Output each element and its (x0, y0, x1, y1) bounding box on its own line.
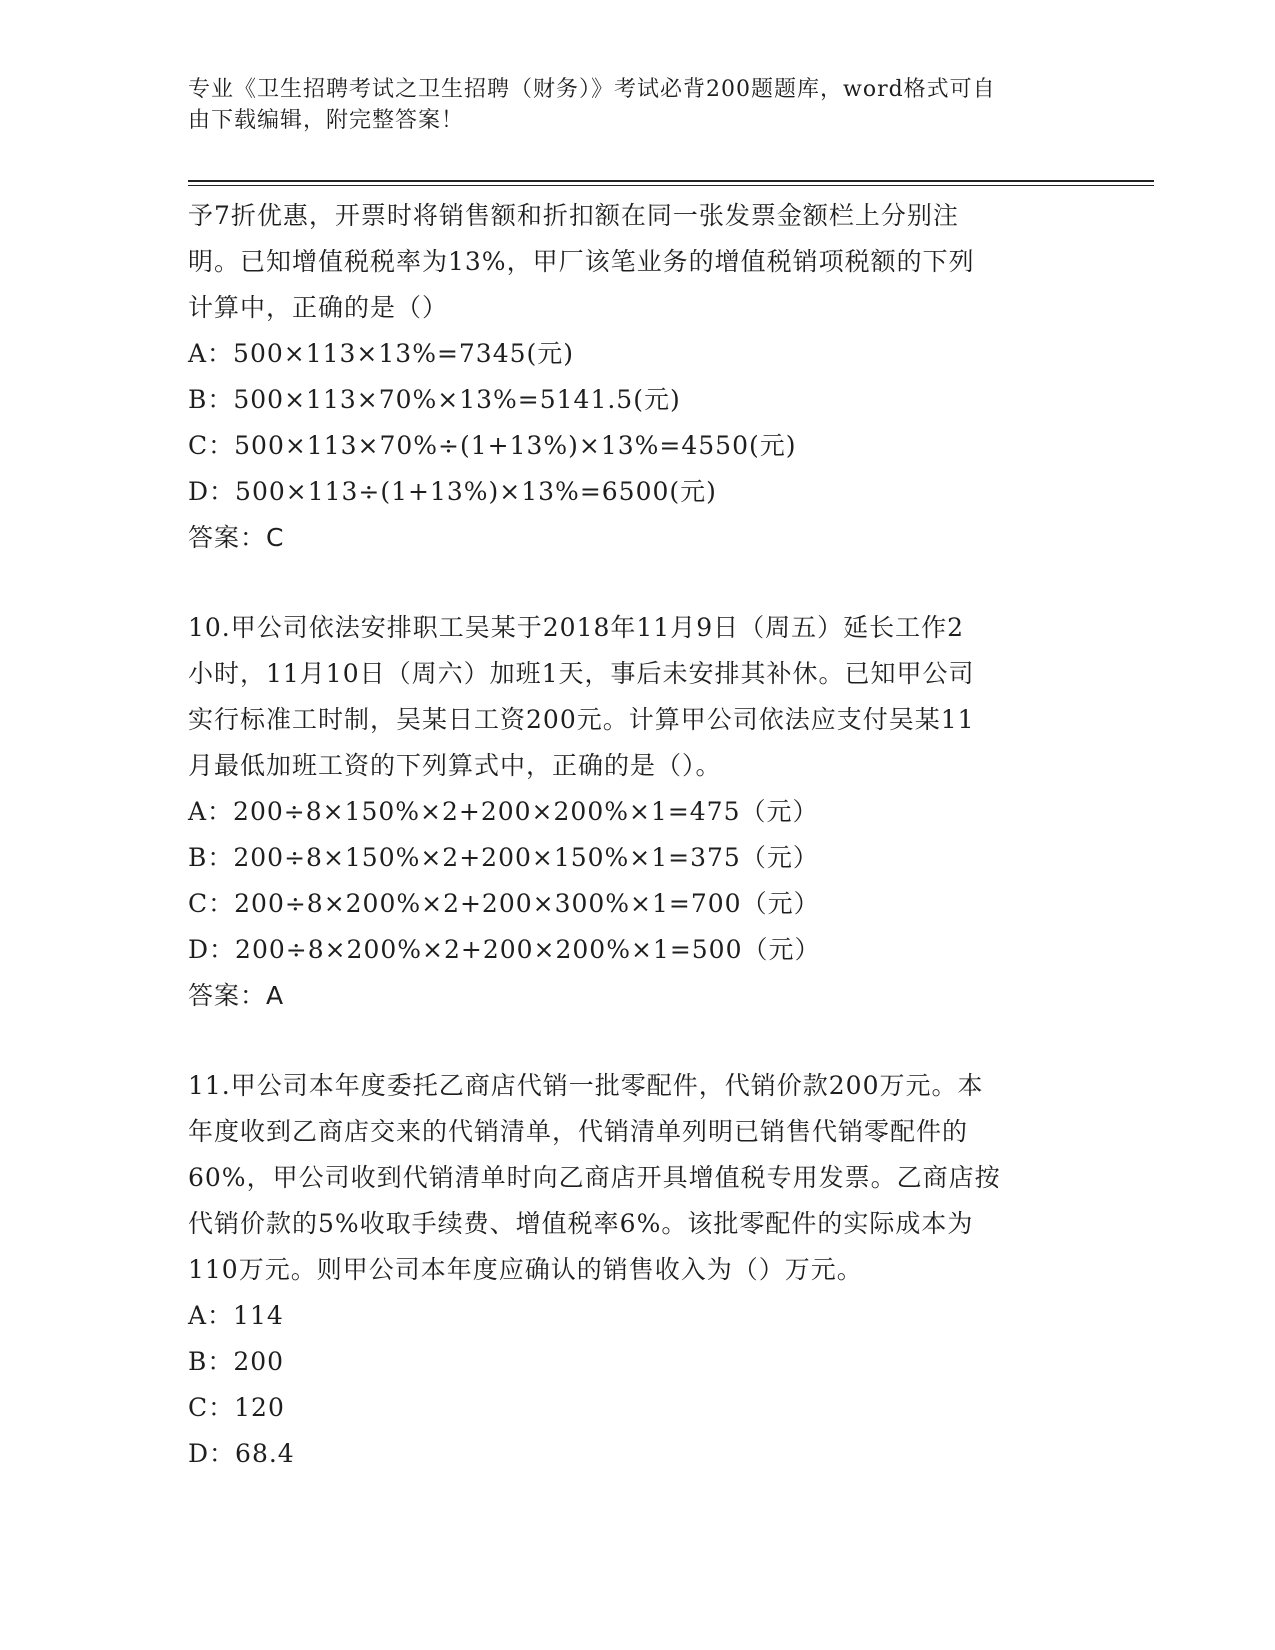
question-stem-line: 年度收到乙商店交来的代销清单，代销清单列明已销售代销零配件的 (188, 1117, 969, 1146)
option-b: B：200 (188, 1347, 285, 1376)
question-stem-line: 小时，11月10日（周六）加班1天，事后未安排其补休。已知甲公司 (188, 659, 975, 688)
question-stem-line: 予7折优惠，开票时将销售额和折扣额在同一张发票金额栏上分别注 (188, 201, 959, 230)
header-divider (188, 180, 1154, 182)
question-stem-line: 11.甲公司本年度委托乙商店代销一批零配件，代销价款200万元。本 (188, 1071, 984, 1100)
question-stem-line: 明。已知增值税税率为13%，甲厂该笔业务的增值税销项税额的下列 (188, 247, 975, 276)
answer: 答案：A (188, 981, 285, 1010)
question-stem-line: 10.甲公司依法安排职工吴某于2018年11月9日（周五）延长工作2 (188, 613, 965, 642)
answer: 答案：C (188, 523, 285, 552)
document-header (188, 74, 1068, 136)
question-stem-line: 计算中，正确的是（） (188, 293, 449, 322)
document-body (188, 193, 1088, 1477)
question-10 (188, 605, 1088, 1019)
question-stem-line: 110万元。则甲公司本年度应确认的销售收入为（）万元。 (188, 1255, 863, 1284)
question-stem-line: 代销价款的5%收取手续费、增值税率6%。该批零配件的实际成本为 (188, 1209, 974, 1238)
option-a: A：200÷8×150%×2+200×200%×1=475（元） (188, 797, 819, 826)
option-d: D：200÷8×200%×2+200×200%×1=500（元） (188, 935, 821, 964)
question-stem-line: 月最低加班工资的下列算式中，正确的是（）。 (188, 751, 722, 780)
option-b: B：500×113×70%×13%=5141.5(元) (188, 385, 681, 414)
header-line: 专业《卫生招聘考试之卫生招聘（财务）》考试必背200题题库，word格式可自 (188, 77, 996, 102)
question-9 (188, 193, 1088, 561)
question-stem-line: 60%，甲公司收到代销清单时向乙商店开具增值税专用发票。乙商店按 (188, 1163, 1001, 1192)
question-11 (188, 1063, 1088, 1477)
option-c: C：120 (188, 1393, 285, 1422)
header-line: 由下载编辑，附完整答案！ (188, 108, 465, 133)
option-d: D：500×113÷(1+13%)×13%=6500(元) (188, 477, 717, 506)
question-stem-line: 实行标准工时制，吴某日工资200元。计算甲公司依法应支付吴某11 (188, 705, 975, 734)
option-a: A：114 (188, 1301, 284, 1330)
option-a: A：500×113×13%=7345(元) (188, 339, 575, 368)
header-divider-thin (188, 185, 1154, 186)
option-c: C：200÷8×200%×2+200×300%×1=700（元） (188, 889, 820, 918)
option-d: D：68.4 (188, 1439, 295, 1468)
option-c: C：500×113×70%÷(1+13%)×13%=4550(元) (188, 431, 797, 460)
option-b: B：200÷8×150%×2+200×150%×1=375（元） (188, 843, 819, 872)
